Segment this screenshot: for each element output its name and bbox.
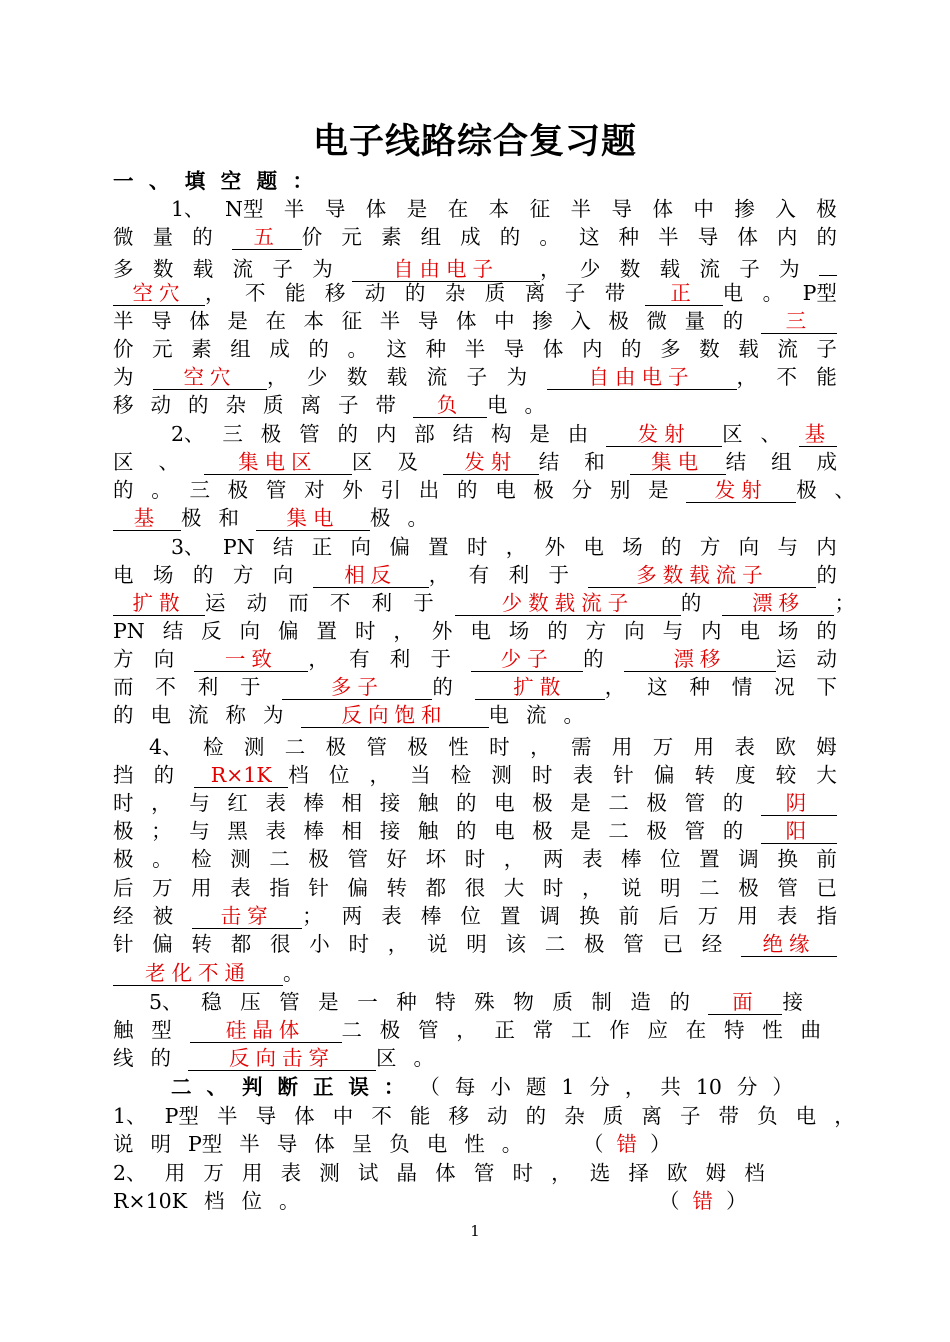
- answer-c9: 多子: [330, 675, 384, 699]
- q4-line-1: 4、 检 测 二 极 管 极 性 时 ， 需 用 万 用 表 欧 姆: [149, 735, 837, 759]
- q4-line-3: 时 ， 与 红 表 棒 相 接 触 的 电 极 是 二 极 管 的 阴: [113, 789, 837, 817]
- q3-line-4: PN 结 反 向 偏 置 时 ， 外 电 场 的 方 向 与 内 电 场 的: [113, 619, 837, 643]
- answer-c3: 扩散: [132, 591, 186, 615]
- q3-line-7: 的 电 流 称 为 反向饱和 电 流 。: [113, 703, 584, 727]
- answer-c2: 多数载流子: [636, 563, 769, 587]
- q3-line-3: 扩散 运 动 而 不 利 于 少数载流子 的 漂移 ；: [113, 589, 855, 617]
- section-heading-fill-blank: 一 、 填 空 题 ：: [113, 169, 313, 193]
- answer-e1: 面: [732, 990, 759, 1014]
- answer-e2: 硅晶体: [225, 1018, 306, 1042]
- q3-line-5: 方 向 一致 ， 有 利 于 少子 的 漂移 运 动: [113, 647, 837, 671]
- answer-d3: 阳: [785, 819, 813, 843]
- q2-line-2: 区 、 集电区 区 及 发射 结 和 集电 结 组 成: [113, 450, 837, 474]
- q1-line-7: 为 空穴 ， 少 数 载 流 子 为 自由电子 ， 不 能: [113, 365, 837, 389]
- page-title: 电子线路综合复习题: [312, 122, 637, 162]
- answer-d5: 绝缘: [762, 932, 816, 956]
- q4-line-7: 经 被 击穿 ； 两 表 棒 位 置 调 换 前 后 万 用 表 指: [113, 904, 837, 928]
- answer-c7: 少子: [500, 647, 554, 671]
- q4-line-6: 后 万 用 表 指 针 偏 转 都 很 大 时 ， 说 明 二 极 管 已: [113, 876, 837, 900]
- q4-line-5: 极 。 检 测 二 极 管 好 坏 时 ， 两 表 棒 位 置 调 换 前: [113, 847, 837, 871]
- answer-a8: 负: [436, 393, 464, 417]
- q5-line-3: 线 的 反向击穿 区 。: [113, 1046, 434, 1070]
- answer-c5: 漂移: [751, 591, 805, 615]
- judge-q1-line-1: 1、 P型 半 导 体 中 不 能 移 动 的 杂 质 离 子 带 负 电 ，: [113, 1104, 855, 1128]
- answer-a6: 空穴: [183, 365, 237, 389]
- answer-c8: 漂移: [673, 647, 727, 671]
- q1-line-5: 半 导 体 是 在 本 征 半 导 体 中 掺 入 极 微 量 的 三: [113, 307, 837, 335]
- q1-line-3: 多 数 载 流 子 为 自由电子 ， 少 数 载 流 子 为: [113, 251, 837, 279]
- q1-line-4: 空穴 ， 不 能 移 动 的 杂 质 离 子 带 正 电 。 P型: [113, 279, 837, 307]
- answer-b1: 发射: [637, 422, 691, 446]
- answer-d1: R×1K: [210, 763, 272, 787]
- answer-a5: 三: [785, 309, 813, 333]
- q2-line-1: 2、 三 极 管 的 内 部 结 构 是 由 发射 区 、 基: [113, 420, 837, 448]
- answer-a4: 正: [670, 281, 697, 305]
- judge-q1-line-2: 说 明 P型 半 导 体 呈 负 电 性 。: [113, 1132, 523, 1156]
- answer-c11: 反向饱和: [341, 703, 448, 727]
- q3-line-1: 3、 PN 结 正 向 偏 置 时 ， 外 电 场 的 方 向 与 内: [171, 535, 837, 559]
- answer-a3: 空穴: [132, 281, 186, 305]
- judge-q2-line-1: 2、 用 万 用 表 测 试 晶 体 管 时 ， 选 择 欧 姆 档: [113, 1161, 765, 1185]
- q4-line-8: 针 偏 转 都 很 小 时 ， 说 明 该 二 极 管 已 经 绝缘: [113, 930, 837, 958]
- q4-line-9: 老化不通 。: [113, 959, 837, 987]
- answer-c1: 相反: [344, 563, 398, 587]
- judge-q1-answer: （ 错 ）: [583, 1132, 671, 1156]
- answer-c4: 少数载流子: [501, 591, 635, 615]
- answer-a7: 自由电子: [588, 365, 695, 389]
- q1-line-1: 1、 N型 半 导 体 是 在 本 征 半 导 体 中 掺 入 极: [171, 197, 837, 221]
- judge-q2-answer: （ 错 ）: [659, 1189, 747, 1213]
- q5-line-2: 触 型 硅晶体 二 极 管 ， 正 常 工 作 应 在 特 性 曲: [113, 1018, 821, 1042]
- answer-b4: 发射: [464, 450, 518, 474]
- answer-c6: 一致: [224, 647, 278, 671]
- answer-c10: 扩散: [513, 675, 567, 699]
- judge-q1-answer-text: 错: [616, 1132, 638, 1156]
- q4-line-4: 极 ； 与 黑 表 棒 相 接 触 的 电 极 是 二 极 管 的 阳: [113, 817, 837, 845]
- answer-b6: 发射: [714, 478, 768, 502]
- answer-a1: 五: [253, 225, 281, 249]
- q2-line-4: 基 极 和 集电 极 。: [113, 504, 837, 532]
- section-heading-true-false: 二 、 判 断 正 误 ： （ 每 小 题 1 分 ， 共 10 分 ）: [171, 1075, 793, 1099]
- q3-line-6: 而 不 利 于 多子 的 扩散 ， 这 种 情 况 下: [113, 675, 837, 699]
- judge-q2-answer-text: 错: [692, 1189, 714, 1213]
- q2-line-3: 的 。 三 极 管 对 外 引 出 的 电 极 分 别 是 发射 极 、: [113, 478, 855, 502]
- q5-line-1: 5、 稳 压 管 是 一 种 特 殊 物 质 制 造 的 面 接: [149, 990, 803, 1014]
- q1-line-6: 价 元 素 组 成 的 。 这 种 半 导 体 内 的 多 数 载 流 子: [113, 337, 837, 361]
- answer-d4: 击穿: [220, 904, 274, 928]
- answer-b2: 基: [804, 422, 832, 446]
- q3-line-2: 电 场 的 方 向 相反 ， 有 利 于 多数载流子 的: [113, 563, 837, 587]
- answer-b3: 集电区: [238, 450, 318, 474]
- answer-e3: 反向击穿: [229, 1046, 335, 1070]
- q1-line-2: 微 量 的 五 价 元 素 组 成 的 。 这 种 半 导 体 内 的: [113, 225, 837, 249]
- answer-a2: 自由电子: [393, 257, 500, 281]
- page-number: 1: [470, 1222, 480, 1240]
- answer-b5: 集电: [651, 450, 705, 474]
- answer-d6: 老化不通: [145, 961, 251, 985]
- q4-line-2: 挡 的 R×1K 档 位 ， 当 检 测 时 表 针 偏 转 度 较 大: [113, 763, 837, 787]
- answer-b8: 集电: [286, 506, 340, 530]
- judge-q2-line-2: R×10K 档 位 。: [113, 1189, 300, 1213]
- answer-b7: 基: [133, 506, 161, 530]
- q1-line-8: 移 动 的 杂 质 离 子 带 负 电 。: [113, 393, 545, 417]
- answer-d2: 阴: [785, 791, 813, 815]
